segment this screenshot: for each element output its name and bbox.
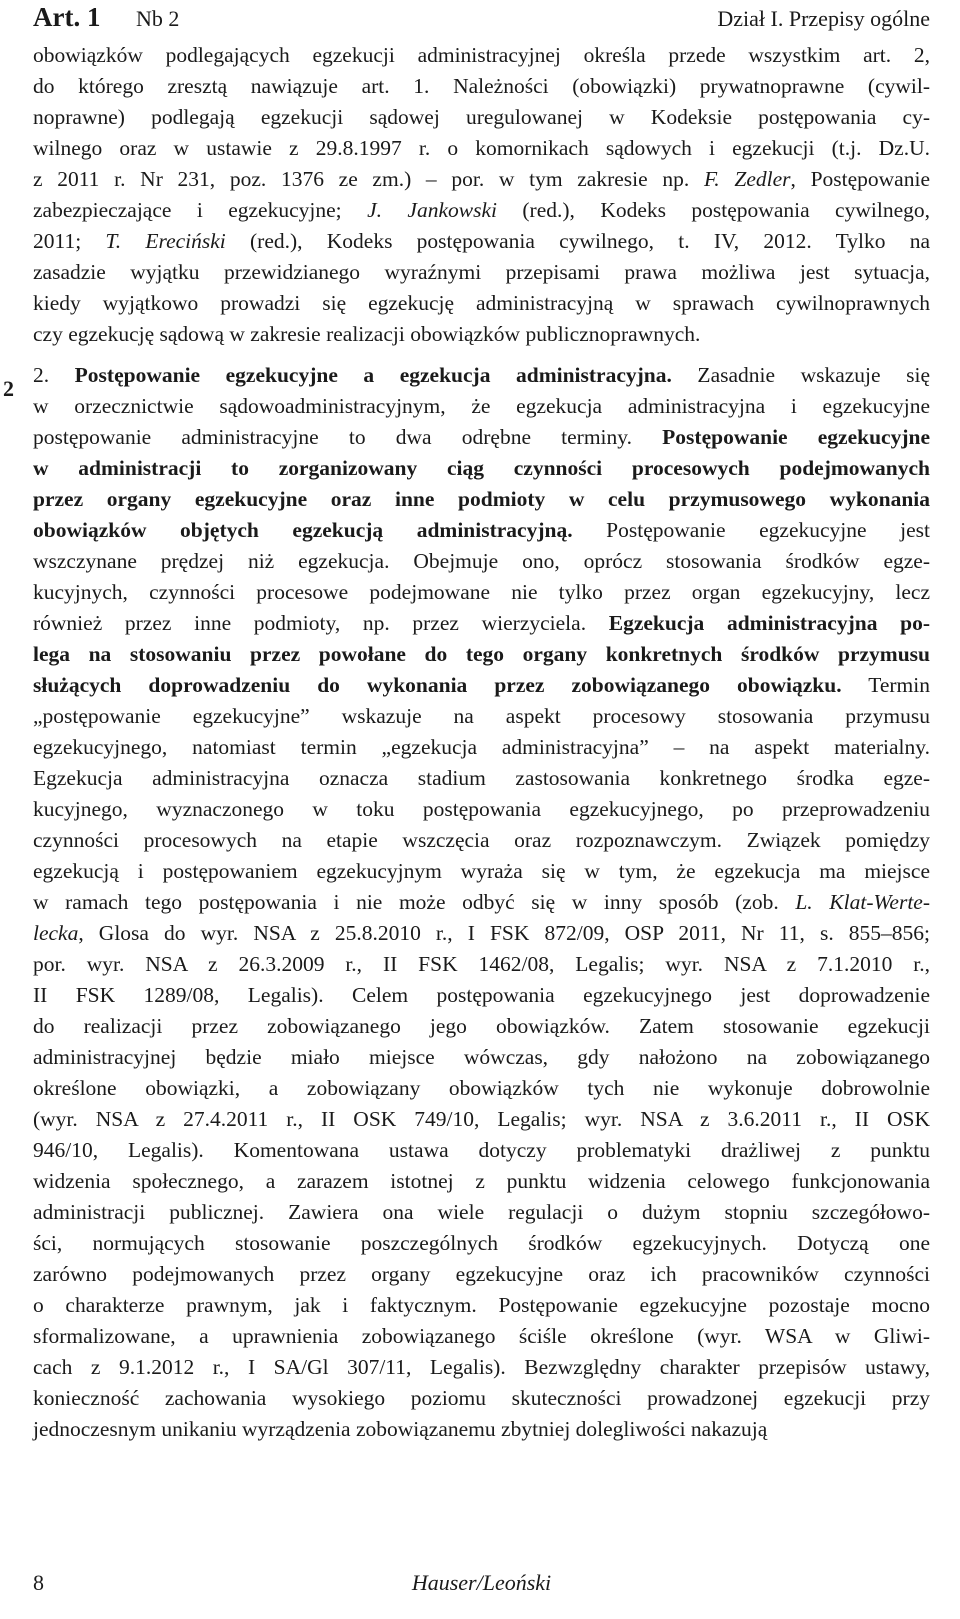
text-line bbox=[33, 1166, 930, 1197]
text-span: również przez inne podmioty, np. przez wierzyciela. bbox=[33, 611, 609, 635]
text-span: widzenia społecznego, a zarazem istotnej z punktu widzenia celowego funkcjonowania bbox=[33, 1169, 930, 1193]
text-line bbox=[33, 1259, 930, 1290]
text-span: Egzekucja administracyjna oznacza stadium zastosowania konkretnego środka egze- bbox=[33, 766, 930, 790]
text-line bbox=[33, 701, 930, 732]
text-span: 2011; bbox=[33, 229, 106, 253]
text-line bbox=[33, 422, 930, 453]
text-line bbox=[33, 732, 930, 763]
bold-text: w administracji to zorganizowany ciąg czynności procesowych podejmowanych bbox=[33, 456, 930, 480]
text-line bbox=[33, 980, 930, 1011]
text-line bbox=[33, 453, 930, 484]
text-line bbox=[33, 1290, 930, 1321]
text-line bbox=[33, 1135, 930, 1166]
text-span: noprawne) podlegają egzekucji sądowej uregulowanej w Kodeksie postępowania cy- bbox=[33, 105, 930, 129]
text-line bbox=[33, 1352, 930, 1383]
text-line bbox=[33, 164, 930, 195]
bold-text: obowiązków objętych egzekucją administracyjną. bbox=[33, 518, 573, 542]
text-span: kucyjnych, czynności procesowe podejmowane nie tylko przez organ egzekucyjny, lecz bbox=[33, 580, 930, 604]
text-span: zabezpieczające i egzekucyjne; bbox=[33, 198, 368, 222]
text-span: (wyr. NSA z 27.4.2011 r., II OSK 749/10, Legalis; wyr. NSA z 3.6.2011 r., II OSK bbox=[33, 1107, 930, 1131]
text-span: 2. bbox=[33, 363, 75, 387]
text-line bbox=[33, 577, 930, 608]
text-span: do którego zresztą nawiązuje art. 1. Należności (obowiązki) prywatnoprawne (cywil- bbox=[33, 74, 930, 98]
text-line bbox=[33, 288, 930, 319]
text-span: czynności procesowych na etapie wszczęcia oraz rozpoznawczym. Związek pomiędzy bbox=[33, 828, 930, 852]
text-line bbox=[33, 391, 930, 422]
text-span: (red.), Kodeks postępowania cywilnego, t. IV, 2012. Tylko na bbox=[225, 229, 930, 253]
paragraph-gap bbox=[33, 350, 930, 360]
text-line bbox=[33, 1383, 930, 1414]
text-span: w ramach tego postępowania i nie może odbyć się w inny sposób (zob. bbox=[33, 890, 796, 914]
text-span: określone obowiązki, a zobowiązany obowiązków tych nie wykonuje dobrowolnie bbox=[33, 1076, 930, 1100]
italic-text: T. Ereciński bbox=[105, 229, 226, 253]
bold-text: lega na stosowaniu przez powołane do tego organy konkretnych środków przymusu bbox=[33, 642, 930, 666]
italic-text: L. Klat-Werte- bbox=[795, 890, 930, 914]
text-line bbox=[33, 360, 930, 391]
text-line bbox=[33, 71, 930, 102]
text-span: , Glosa do wyr. NSA z 25.8.2010 r., I FSK 872/09, OSP 2011, Nr 11, s. 855–856; bbox=[78, 921, 930, 945]
italic-text: F. Zedler bbox=[703, 167, 791, 191]
text-line bbox=[33, 1073, 930, 1104]
text-span: administracyjnej będzie miało miejsce wówczas, gdy nałożono na zobowiązanego bbox=[33, 1045, 930, 1069]
margin-number: 2 bbox=[3, 376, 14, 401]
text-span: o charakterze prawnym, jak i faktycznym. Postępowanie egzekucyjne pozostaje mocno bbox=[33, 1293, 930, 1317]
text-span: wilnego oraz w ustawie z 29.8.1997 r. o komornikach sądowych i egzekucji (t.j. Dz.U. bbox=[33, 136, 930, 160]
page-number: 8 bbox=[33, 1570, 44, 1595]
text-span: ści, normujących stosowanie poszczególnych środków egzekucyjnych. Dotyczą one bbox=[33, 1231, 930, 1255]
authors-footer: Hauser/Leoński bbox=[411, 1570, 552, 1595]
section-title: Dział I. Przepisy ogólne bbox=[717, 6, 930, 31]
italic-text: J. Jankowski bbox=[367, 198, 497, 222]
bold-text: Postępowanie egzekucyjne a egzekucja administracyjna. bbox=[74, 363, 672, 387]
text-span: postępowanie administracyjne to dwa odrębne terminy. bbox=[33, 425, 663, 449]
text-line bbox=[33, 257, 930, 288]
text-line bbox=[33, 608, 930, 639]
text-span: kiedy wyjątkowo prowadzi się egzekucję administracyjną w sprawach cywilnoprawnych bbox=[33, 291, 930, 315]
text-span: z 2011 r. Nr 231, poz. 1376 ze zm.) – por. w tym zakresie np. bbox=[33, 167, 704, 191]
text-line bbox=[33, 639, 930, 670]
text-line bbox=[33, 887, 930, 918]
text-line bbox=[33, 1104, 930, 1135]
text-line bbox=[33, 319, 930, 350]
text-span: egzekucyjnego, natomiast termin „egzekucja administracyjna” – na aspekt materialny. bbox=[33, 735, 930, 759]
text-line bbox=[33, 1042, 930, 1073]
text-span: II FSK 1289/08, Legalis). Celem postępowania egzekucyjnego jest doprowadzenie bbox=[33, 983, 930, 1007]
text-span: Termin bbox=[841, 673, 930, 697]
italic-text: lecka bbox=[33, 921, 79, 945]
text-line bbox=[33, 794, 930, 825]
text-line bbox=[33, 825, 930, 856]
text-span: wszczynane prędzej niż egzekucja. Obejmuje ono, oprócz stosowania środków egze- bbox=[33, 549, 930, 573]
text-line bbox=[33, 195, 930, 226]
text-line bbox=[33, 763, 930, 794]
article-label: Art. 1 bbox=[33, 2, 101, 32]
text-span: konieczność zachowania wysokiego poziomu skuteczności prowadzonej egzekucji przy bbox=[33, 1386, 930, 1410]
text-line bbox=[33, 40, 930, 71]
text-line bbox=[33, 515, 930, 546]
text-span: cach z 9.1.2012 r., I SA/Gl 307/11, Legalis). Bezwzględny charakter przepisów ustawy, bbox=[33, 1355, 930, 1379]
running-header bbox=[33, 2, 930, 36]
text-line bbox=[33, 1011, 930, 1042]
text-span: Postępowanie egzekucyjne jest bbox=[572, 518, 930, 542]
text-span: (red.), Kodeks postępowania cywilnego, bbox=[496, 198, 930, 222]
text-line bbox=[33, 856, 930, 887]
text-line bbox=[33, 546, 930, 577]
text-span: w orzecznictwie sądowoadministracyjnym, że egzekucja administracyjna i egzekucyjne bbox=[33, 394, 930, 418]
bold-text: przez organy egzekucyjne oraz inne podmioty w celu przymusowego wykonania bbox=[33, 487, 930, 511]
text-span: sformalizowane, a uprawnienia zobowiązanego ściśle określone (wyr. WSA w Gliwi- bbox=[33, 1324, 930, 1348]
text-line bbox=[33, 484, 930, 515]
text-span: por. wyr. NSA z 26.3.2009 r., II FSK 1462/08, Legalis; wyr. NSA z 7.1.2010 r., bbox=[33, 952, 930, 976]
text-line bbox=[33, 102, 930, 133]
document-body bbox=[33, 40, 930, 1445]
bold-text: Egzekucja administracyjna po- bbox=[608, 611, 930, 635]
text-span: zarówno podejmowanych przez organy egzekucyjne oraz ich pracowników czynności bbox=[33, 1262, 930, 1286]
text-span: Zasadnie wskazuje się bbox=[671, 363, 931, 387]
text-span: czy egzekucję sądową w zakresie realizacji obowiązków publicznoprawnych. bbox=[33, 322, 701, 346]
text-span: kucyjnego, wyznaczonego w toku postępowania egzekucyjnego, po przeprowadzeniu bbox=[33, 797, 930, 821]
text-span: administracji publicznej. Zawiera ona wiele regulacji o dużym stopniu szczegółowo- bbox=[33, 1200, 930, 1224]
text-line bbox=[33, 133, 930, 164]
text-span: do realizacji przez zobowiązanego jego obowiązków. Zatem stosowanie egzekucji bbox=[33, 1014, 930, 1038]
text-span: egzekucją i postępowaniem egzekucyjnym wyraża się w tym, że egzekucja ma miejsce bbox=[33, 859, 930, 883]
text-line bbox=[33, 1228, 930, 1259]
text-span: 946/10, Legalis). Komentowana ustawa dotyczy problematyki drażliwej z punktu bbox=[33, 1138, 930, 1162]
text-line bbox=[33, 949, 930, 980]
text-line bbox=[33, 918, 930, 949]
margin-number-label: Nb 2 bbox=[136, 6, 180, 31]
text-line bbox=[33, 670, 930, 701]
text-span: zasadzie wyjątku przewidzianego wyraźnymi przepisami prawa możliwa jest sytuacja, bbox=[33, 260, 930, 284]
text-span: obowiązków podlegających egzekucji administracyjnej określa przede wszystkim art. 2, bbox=[33, 43, 930, 67]
text-span: jednoczesnym unikaniu wyrządzenia zobowiązanemu zbytniej dolegliwości nakazują bbox=[33, 1417, 768, 1441]
text-line bbox=[33, 226, 930, 257]
text-line bbox=[33, 1414, 930, 1445]
text-line bbox=[33, 1197, 930, 1228]
running-footer bbox=[33, 1570, 930, 1604]
bold-text: służących doprowadzeniu do wykonania przez zobowiązanego obowiązku. bbox=[33, 673, 842, 697]
text-span: , Postępowanie bbox=[790, 167, 930, 191]
text-line bbox=[33, 1321, 930, 1352]
text-span: „postępowanie egzekucyjne” wskazuje na aspekt procesowy stosowania przymusu bbox=[33, 704, 930, 728]
bold-text: Postępowanie egzekucyjne bbox=[662, 425, 930, 449]
